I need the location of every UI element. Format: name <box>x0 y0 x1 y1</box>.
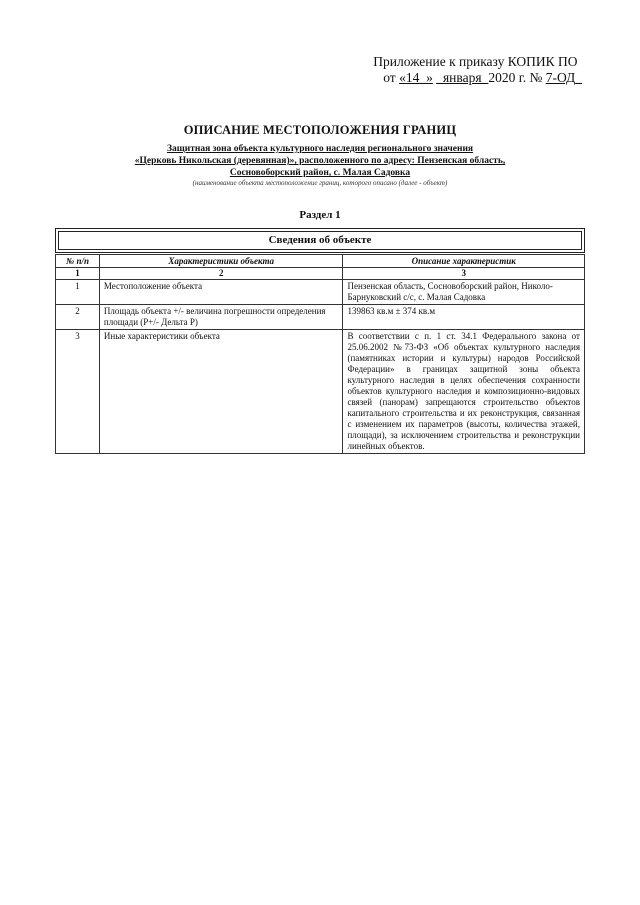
table-row <box>56 280 585 305</box>
object-subject <box>80 143 560 188</box>
table-row <box>56 305 585 330</box>
approval-year: 2020 <box>488 70 516 85</box>
row-characteristic: Иные характеристики объекта <box>99 330 343 454</box>
header-characteristic: Характеристики объекта <box>99 255 343 268</box>
header-num: № п/п <box>56 255 100 268</box>
row-number: 3 <box>56 330 100 454</box>
approval-note <box>373 54 582 86</box>
subject-line-3: Сосновоборский район, с. Малая Садовка <box>229 168 411 178</box>
approval-line: Приложение к приказу КОПИК ПО <box>373 54 578 69</box>
row-number: 2 <box>56 305 100 330</box>
approval-month: января <box>442 70 482 85</box>
approval-number: 7-ОД <box>545 70 576 85</box>
subject-hint: (наименование объекта местоположение границ, которого описано (далее - объект) <box>192 179 448 187</box>
object-info-table <box>55 254 585 454</box>
row-description: В соответствии с п. 1 ст. 34.1 Федерального закона от 25.06.2002 №73-ФЗ «Об объектах культурного наследия (памятниках истории и культуры) народов Российской Федерации» в границах защитной зоны объекта культурного наследия в целях обеспечения сохранности объектов культурного наследия и композиционно-видовых связей (панорам) запрещаются строительство объектов капитального строительства и их реконструкция, связанная с изменением их параметров (высоты, количества этажей, площади), за исключением строительства и реконструкции линейных объектов. <box>343 330 585 454</box>
column-number: 3 <box>343 268 585 280</box>
document-title: ОПИСАНИЕ МЕСТОПОЛОЖЕНИЯ ГРАНИЦ <box>183 123 457 137</box>
column-number: 1 <box>56 268 100 280</box>
row-characteristic: Местоположение объекта <box>99 280 343 305</box>
section-title: Раздел 1 <box>299 209 341 221</box>
row-characteristic: Площадь объекта +/- величина погрешности определения площади (Р+/- Дельта Р) <box>99 305 343 330</box>
row-description: 139863 кв.м ± 374 кв.м <box>343 305 585 330</box>
row-description: Пензенская область, Сосновоборский район, Николо-Барнуковский с/с, с. Малая Садовка <box>343 280 585 305</box>
header-description: Описание характеристик <box>343 255 585 268</box>
row-number: 1 <box>56 280 100 305</box>
table-row <box>56 330 585 454</box>
column-number: 2 <box>99 268 343 280</box>
subject-line-2: «Церковь Никольская (деревянная)», расположенного по адресу: Пензенская область, <box>134 156 506 166</box>
approval-day: 14 <box>405 70 420 85</box>
subject-line-1: Защитная зона объекта культурного наследия регионального значения <box>166 144 474 154</box>
table-column-numbers-row <box>56 268 585 280</box>
section-box <box>55 228 585 253</box>
section-box-title: Сведения об объекте <box>58 231 582 250</box>
approval-from: от <box>383 70 396 85</box>
approval-date-line: от «14_» _января_2020 г. № 7-ОД_ <box>383 70 582 85</box>
table-header-row <box>56 255 585 268</box>
